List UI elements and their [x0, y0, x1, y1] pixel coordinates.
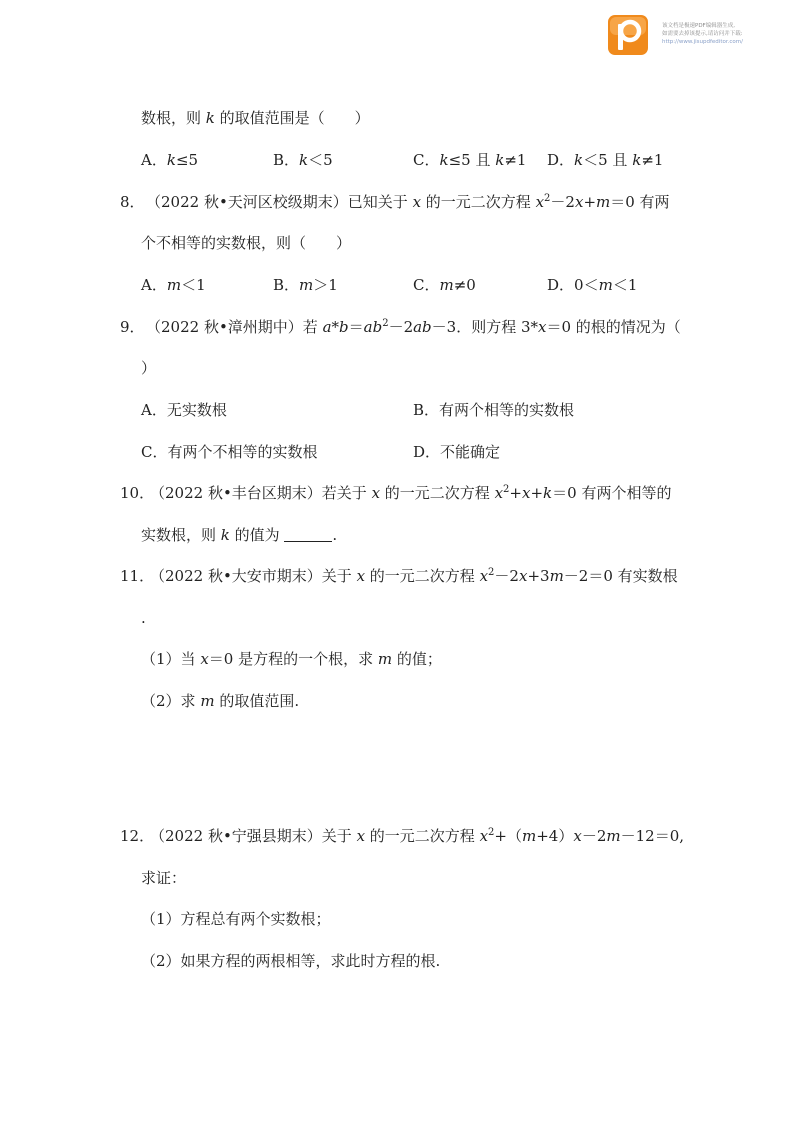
q8-number: 8． — [120, 193, 145, 211]
q11-stem: （2022 秋•大安市期末）关于 x 的一元二次方程 $x^2-2x+3m-2=0$ 有实数根 — [150, 567, 678, 585]
q10-number: 10． — [120, 484, 155, 502]
q8-option-a: A．m＜1 — [141, 276, 206, 294]
q12-stem-2: 求证： — [141, 869, 187, 887]
q11-stem-2: . — [141, 609, 146, 627]
q9-option-a: A．无实数根 — [141, 401, 227, 419]
q8-option-c: C．m≠0 — [413, 276, 476, 294]
q7-stem-tail: 数根，则 k 的取值范围是（ ） — [141, 109, 370, 127]
q12-stem: （2022 秋•宁强县期末）关于 x 的一元二次方程 $x^2+(m+4)x-2m-12=0$, — [150, 827, 685, 845]
q7-option-b: B．k＜5 — [273, 151, 333, 169]
q12-sub-1: （1）方程总有两个实数根； — [141, 910, 331, 928]
q8-option-b: B．m＞1 — [273, 276, 338, 294]
q9-stem-2: ） — [141, 359, 157, 377]
q12-number: 12． — [120, 827, 155, 845]
pdf-editor-logo-icon — [607, 14, 649, 56]
q11-number: 11． — [120, 567, 155, 585]
q7-option-d: D．k＜5 且 k≠1 — [547, 151, 664, 169]
q7-option-c: C．k≤5 且 k≠1 — [413, 151, 527, 169]
watermark-line-2: 如需要去掉该提示,请访问并下载: — [662, 31, 743, 37]
watermark-line-1: 该文档是极速PDF编辑器生成, — [662, 23, 735, 29]
q10-stem-2: 实数根，则 k 的值为 . — [141, 526, 338, 544]
q7-option-a: A．k≤5 — [141, 151, 199, 169]
q8-option-d: D．0＜m＜1 — [547, 276, 638, 294]
q9-option-c: C．有两个不相等的实数根 — [141, 443, 318, 461]
q10-stem: （2022 秋•丰台区期末）若关于 x 的一元二次方程 $x^2+x+k=0$ 有两个相等的 — [150, 484, 672, 502]
q9-stem: （2022 秋•漳州期中）若 $a*b=ab^2-2ab-3$．则方程 3*x＝0 的根的情况为（ — [146, 318, 681, 336]
q11-sub-1: （1）当 x＝0 是方程的一个根，求 m 的值； — [141, 650, 442, 668]
q12-sub-2: （2）如果方程的两根相等，求此时方程的根. — [141, 952, 441, 970]
q9-option-b: B．有两个相等的实数根 — [413, 401, 575, 419]
q11-sub-2: （2）求 m 的取值范围. — [141, 692, 300, 710]
q9-number: 9． — [120, 318, 145, 336]
watermark-url[interactable]: http://www.jisupdfeditor.com/ — [662, 39, 743, 45]
q8-stem-2: 个不相等的实数根，则（ ） — [141, 234, 352, 252]
q9-option-d: D．不能确定 — [413, 443, 501, 461]
watermark-text — [662, 22, 743, 46]
q8-stem: （2022 秋•天河区校级期末）已知关于 x 的一元二次方程 $x^2-2x+m=0$ 有两 — [146, 193, 670, 211]
answer-blank[interactable] — [284, 527, 332, 542]
